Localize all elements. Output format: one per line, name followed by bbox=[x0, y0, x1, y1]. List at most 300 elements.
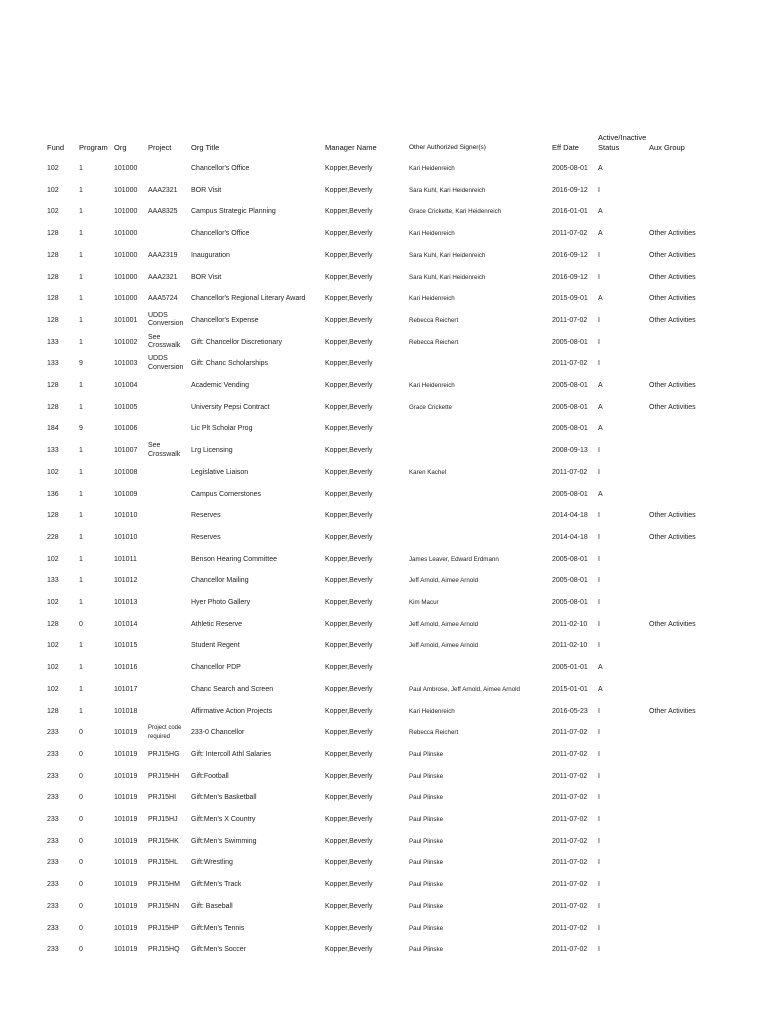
table-row bbox=[0, 469, 770, 491]
cell-status: I bbox=[598, 316, 600, 324]
cell-fund: 228 bbox=[47, 533, 59, 541]
cell-aux-group: Other Activities bbox=[649, 251, 696, 259]
table-row bbox=[0, 925, 770, 947]
cell-org-title: Lrg Licensing bbox=[191, 447, 233, 455]
cell-eff-date: 2011-07-02 bbox=[552, 816, 588, 823]
cell-eff-date: 2005-08-01 bbox=[552, 403, 588, 411]
cell-fund: 133 bbox=[47, 577, 59, 585]
cell-fund: 102 bbox=[47, 555, 59, 563]
cell-eff-date: 2011-07-02 bbox=[552, 750, 588, 758]
cell-project: AAA5724 bbox=[148, 295, 178, 303]
cell-manager: Kopper,Beverly bbox=[325, 425, 373, 433]
cell-signers: Sara Kuhl, Kari Heidenreich bbox=[409, 251, 486, 259]
cell-program: 0 bbox=[79, 729, 83, 737]
cell-org-title: Gift: Intercoll Athl Salaries bbox=[191, 750, 272, 758]
cell-org: 101019 bbox=[114, 946, 138, 954]
cell-signers: Paul Plinske bbox=[409, 902, 444, 910]
cell-org: 101012 bbox=[114, 577, 138, 585]
cell-fund: 133 bbox=[47, 447, 59, 455]
cell-fund: 133 bbox=[47, 360, 59, 368]
cell-status: I bbox=[598, 251, 600, 259]
table-row bbox=[0, 903, 770, 925]
cell-project: AAA2319 bbox=[148, 251, 178, 259]
cell-manager: Kopper,Beverly bbox=[325, 403, 373, 411]
cell-eff-date: 2011-07-02 bbox=[552, 924, 588, 932]
cell-eff-date: 2011-07-02 bbox=[552, 946, 588, 954]
cell-signers: Grace Crickette, Kari Heidenreich bbox=[409, 208, 502, 216]
cell-status: A bbox=[598, 685, 603, 693]
cell-org: 101019 bbox=[114, 794, 138, 802]
table-row bbox=[0, 274, 770, 296]
cell-fund: 136 bbox=[47, 490, 59, 498]
cell-status: I bbox=[598, 729, 600, 737]
cell-manager: Kopper,Beverly bbox=[325, 837, 373, 845]
cell-status: I bbox=[598, 642, 600, 650]
cell-fund: 233 bbox=[47, 772, 59, 780]
cell-signers: Kari Heidenreich bbox=[409, 165, 455, 172]
cell-signers: Paul Plinske bbox=[409, 946, 444, 954]
cell-org: 101009 bbox=[114, 490, 138, 498]
cell-eff-date: 2015-01-01 bbox=[552, 685, 588, 693]
cell-manager: Kopper,Beverly bbox=[325, 295, 373, 303]
cell-manager: Kopper,Beverly bbox=[325, 924, 373, 932]
cell-status: I bbox=[598, 338, 600, 346]
cell-org-title: Chancellor's Office bbox=[191, 230, 250, 238]
cell-project: PRJ15HM bbox=[148, 881, 180, 889]
cell-program: 1 bbox=[79, 468, 83, 476]
cell-signers: Rebecca Reichert bbox=[409, 729, 459, 737]
table-row bbox=[0, 208, 770, 230]
cell-org: 101000 bbox=[114, 295, 138, 303]
cell-project: PRJ15HL bbox=[148, 859, 178, 867]
cell-program: 0 bbox=[79, 837, 83, 845]
cell-fund: 128 bbox=[47, 620, 59, 628]
cell-program: 1 bbox=[79, 664, 83, 672]
cell-fund: 102 bbox=[47, 599, 59, 606]
cell-program: 1 bbox=[79, 230, 83, 238]
cell-org-title: Gift:Men's X Country bbox=[191, 816, 256, 823]
cell-project: PRJ15HG bbox=[148, 750, 180, 758]
cell-status: A bbox=[598, 490, 603, 498]
cell-manager: Kopper,Beverly bbox=[325, 230, 373, 238]
cell-signers: Paul Plinske bbox=[409, 816, 444, 823]
cell-fund: 233 bbox=[47, 881, 59, 889]
table-row bbox=[0, 621, 770, 643]
cell-eff-date: 2011-07-02 bbox=[552, 468, 588, 476]
cell-org: 101000 bbox=[114, 273, 138, 281]
cell-org: 101019 bbox=[114, 924, 138, 932]
cell-org-title: Gift:Men's Swimming bbox=[191, 837, 257, 845]
table-row bbox=[0, 642, 770, 664]
cell-eff-date: 2015-09-01 bbox=[552, 295, 588, 303]
cell-program: 1 bbox=[79, 316, 83, 324]
cell-project: AAA8325 bbox=[148, 208, 178, 216]
header-status-line2: Status bbox=[598, 143, 620, 152]
cell-org: 101019 bbox=[114, 729, 138, 737]
cell-project: UDDS Conversion bbox=[148, 355, 184, 371]
cell-manager: Kopper,Beverly bbox=[325, 447, 373, 455]
cell-eff-date: 2011-07-02 bbox=[552, 859, 588, 867]
cell-org-title: Chancellor's Regional Literary Award bbox=[191, 295, 306, 303]
cell-org-title: Gift:Men's Tennis bbox=[191, 924, 245, 932]
cell-org: 101019 bbox=[114, 837, 138, 845]
cell-program: 0 bbox=[79, 924, 83, 932]
cell-eff-date: 2014-04-18 bbox=[552, 512, 588, 520]
cell-eff-date: 2011-07-02 bbox=[552, 881, 588, 889]
cell-manager: Kopper,Beverly bbox=[325, 533, 373, 541]
cell-status: I bbox=[598, 859, 600, 867]
cell-fund: 233 bbox=[47, 924, 59, 932]
cell-fund: 128 bbox=[47, 230, 59, 238]
cell-eff-date: 2016-01-01 bbox=[552, 208, 588, 216]
cell-status: I bbox=[598, 360, 600, 368]
cell-eff-date: 2011-07-02 bbox=[552, 729, 588, 737]
cell-status: A bbox=[598, 403, 603, 411]
cell-org-title: Gift: Chancellor Discretionary bbox=[191, 338, 283, 346]
cell-status: I bbox=[598, 273, 600, 281]
cell-manager: Kopper,Beverly bbox=[325, 186, 373, 194]
cell-signers: Karen Kachel bbox=[409, 468, 447, 476]
cell-program: 0 bbox=[79, 772, 83, 780]
cell-status: A bbox=[598, 425, 603, 433]
cell-aux-group: Other Activities bbox=[649, 707, 696, 715]
cell-org: 101000 bbox=[114, 186, 138, 194]
cell-eff-date: 2016-09-12 bbox=[552, 273, 588, 281]
cell-org-title: Chancellor's Office bbox=[191, 165, 250, 172]
table-row bbox=[0, 664, 770, 686]
cell-status: I bbox=[598, 837, 600, 845]
cell-aux-group: Other Activities bbox=[649, 316, 696, 324]
cell-signers: Jeff Arnold, Aimee Arnold bbox=[409, 642, 479, 650]
cell-org: 101019 bbox=[114, 881, 138, 889]
table-row bbox=[0, 355, 770, 382]
cell-org-title: Student Regent bbox=[191, 642, 240, 650]
cell-program: 1 bbox=[79, 251, 83, 259]
cell-program: 9 bbox=[79, 425, 83, 433]
cell-manager: Kopper,Beverly bbox=[325, 273, 373, 281]
table-row bbox=[0, 311, 770, 339]
cell-eff-date: 2016-09-12 bbox=[552, 186, 588, 194]
cell-status: I bbox=[598, 750, 600, 758]
cell-eff-date: 2005-08-01 bbox=[552, 338, 588, 346]
cell-program: 1 bbox=[79, 642, 83, 650]
cell-manager: Kopper,Beverly bbox=[325, 859, 373, 867]
cell-manager: Kopper,Beverly bbox=[325, 946, 373, 954]
cell-program: 0 bbox=[79, 946, 83, 954]
cell-manager: Kopper,Beverly bbox=[325, 316, 373, 324]
cell-program: 9 bbox=[79, 360, 83, 368]
cell-signers: Kari Heidenreich bbox=[409, 707, 455, 715]
cell-fund: 102 bbox=[47, 165, 59, 172]
cell-project: Project code required bbox=[148, 725, 182, 740]
cell-fund: 233 bbox=[47, 837, 59, 845]
cell-status: I bbox=[598, 186, 600, 194]
cell-org: 101013 bbox=[114, 599, 138, 606]
cell-fund: 128 bbox=[47, 382, 59, 389]
cell-manager: Kopper,Beverly bbox=[325, 251, 373, 259]
cell-org-title: Gift: Baseball bbox=[191, 902, 233, 910]
cell-fund: 128 bbox=[47, 295, 59, 303]
cell-status: I bbox=[598, 447, 600, 455]
cell-manager: Kopper,Beverly bbox=[325, 707, 373, 715]
header-fund: Fund bbox=[47, 143, 65, 152]
cell-manager: Kopper,Beverly bbox=[325, 165, 373, 172]
cell-signers: Paul Plinske bbox=[409, 924, 444, 932]
cell-org-title: Legislative Liaison bbox=[191, 468, 249, 476]
cell-org-title: BOR Visit bbox=[191, 186, 222, 194]
cell-fund: 102 bbox=[47, 664, 59, 672]
cell-fund: 128 bbox=[47, 251, 59, 259]
cell-manager: Kopper,Beverly bbox=[325, 620, 373, 628]
cell-status: I bbox=[598, 512, 600, 520]
table-row bbox=[0, 838, 770, 860]
cell-fund: 233 bbox=[47, 946, 59, 954]
cell-status: I bbox=[598, 620, 600, 628]
table-row bbox=[0, 881, 770, 903]
cell-org: 101019 bbox=[114, 816, 138, 823]
cell-fund: 128 bbox=[47, 707, 59, 715]
cell-fund: 102 bbox=[47, 685, 59, 693]
cell-org-title: Chancellor Mailing bbox=[191, 577, 249, 585]
cell-status: I bbox=[598, 468, 600, 476]
cell-fund: 102 bbox=[47, 186, 59, 194]
cell-manager: Kopper,Beverly bbox=[325, 468, 373, 476]
cell-manager: Kopper,Beverly bbox=[325, 642, 373, 650]
cell-org: 101019 bbox=[114, 902, 138, 910]
cell-org: 101006 bbox=[114, 425, 138, 433]
table-row bbox=[0, 382, 770, 404]
cell-program: 1 bbox=[79, 555, 83, 563]
cell-manager: Kopper,Beverly bbox=[325, 881, 373, 889]
table-row bbox=[0, 442, 770, 469]
cell-org: 101018 bbox=[114, 707, 138, 715]
cell-fund: 233 bbox=[47, 816, 59, 823]
table-row bbox=[0, 512, 770, 534]
table-row bbox=[0, 404, 770, 426]
table-row bbox=[0, 708, 770, 730]
cell-eff-date: 2011-02-10 bbox=[552, 620, 588, 628]
cell-program: 1 bbox=[79, 273, 83, 281]
cell-org-title: Athletic Reserve bbox=[191, 620, 242, 628]
table-row bbox=[0, 556, 770, 578]
cell-org-title: Hyer Photo Gallery bbox=[191, 599, 251, 606]
table-row bbox=[0, 534, 770, 556]
header-org-title: Org Title bbox=[191, 143, 220, 152]
cell-fund: 233 bbox=[47, 902, 59, 910]
cell-manager: Kopper,Beverly bbox=[325, 512, 373, 520]
cell-fund: 128 bbox=[47, 512, 59, 520]
cell-org: 101019 bbox=[114, 750, 138, 758]
cell-fund: 102 bbox=[47, 642, 59, 650]
cell-project: AAA2321 bbox=[148, 186, 178, 194]
cell-manager: Kopper,Beverly bbox=[325, 490, 373, 498]
table-row bbox=[0, 816, 770, 838]
cell-signers: Kari Heidenreich bbox=[409, 382, 455, 389]
cell-eff-date: 2011-02-10 bbox=[552, 642, 588, 650]
cell-manager: Kopper,Beverly bbox=[325, 360, 373, 368]
cell-eff-date: 2005-08-01 bbox=[552, 425, 588, 433]
cell-org-title: Chancellor PDP bbox=[191, 664, 241, 672]
cell-org-title: Campus Strategic Planning bbox=[191, 208, 276, 216]
cell-org-title: Gift:Wrestling bbox=[191, 859, 233, 867]
table-row bbox=[0, 491, 770, 513]
cell-project: PRJ15HQ bbox=[148, 946, 180, 954]
cell-signers: Sara Kuhl, Kari Heidenreich bbox=[409, 273, 486, 281]
cell-project: PRJ15HJ bbox=[148, 816, 178, 823]
cell-manager: Kopper,Beverly bbox=[325, 338, 373, 346]
cell-signers: Kari Heidenreich bbox=[409, 295, 455, 303]
cell-eff-date: 2011-07-02 bbox=[552, 772, 588, 780]
cell-org-title: Chancellor's Expense bbox=[191, 316, 259, 324]
cell-org: 101016 bbox=[114, 664, 138, 672]
cell-program: 0 bbox=[79, 620, 83, 628]
cell-fund: 102 bbox=[47, 208, 59, 216]
cell-org-title: Gift: Chanc Scholarships bbox=[191, 360, 269, 368]
header-other-signers: Other Authorized Signer(s) bbox=[409, 144, 486, 151]
cell-org-title: Gift:Men's Track bbox=[191, 881, 242, 889]
cell-status: I bbox=[598, 599, 600, 606]
cell-org: 101000 bbox=[114, 230, 138, 238]
cell-org: 101010 bbox=[114, 512, 138, 520]
cell-aux-group: Other Activities bbox=[649, 533, 696, 541]
cell-org: 101004 bbox=[114, 382, 138, 389]
cell-eff-date: 2016-05-23 bbox=[552, 707, 588, 715]
cell-manager: Kopper,Beverly bbox=[325, 816, 373, 823]
cell-eff-date: 2005-08-01 bbox=[552, 490, 588, 498]
cell-signers: Jeff Arnold, Aimee Arnold bbox=[409, 620, 479, 628]
table-row bbox=[0, 230, 770, 252]
cell-manager: Kopper,Beverly bbox=[325, 208, 373, 216]
table-row bbox=[0, 165, 770, 187]
cell-aux-group: Other Activities bbox=[649, 273, 696, 281]
cell-status: A bbox=[598, 165, 603, 172]
cell-org-title: Gift:Men's Basketball bbox=[191, 794, 257, 802]
cell-status: I bbox=[598, 772, 600, 780]
cell-status: I bbox=[598, 707, 600, 715]
cell-org: 101019 bbox=[114, 772, 138, 780]
cell-program: 0 bbox=[79, 902, 83, 910]
cell-aux-group: Other Activities bbox=[649, 230, 696, 238]
cell-program: 0 bbox=[79, 794, 83, 802]
cell-fund: 128 bbox=[47, 316, 59, 324]
cell-org: 101005 bbox=[114, 403, 138, 411]
cell-status: A bbox=[598, 230, 603, 238]
cell-eff-date: 2005-08-01 bbox=[552, 382, 588, 389]
cell-manager: Kopper,Beverly bbox=[325, 382, 373, 389]
cell-eff-date: 2005-08-01 bbox=[552, 577, 588, 585]
cell-program: 1 bbox=[79, 186, 83, 194]
cell-eff-date: 2011-07-02 bbox=[552, 316, 588, 324]
cell-status: A bbox=[598, 664, 603, 672]
cell-org-title: Lic Plt Scholar Prog bbox=[191, 425, 253, 433]
cell-org-title: University Pepsi Contract bbox=[191, 403, 270, 411]
cell-status: A bbox=[598, 382, 603, 389]
cell-status: I bbox=[598, 533, 600, 541]
cell-aux-group: Other Activities bbox=[649, 512, 696, 520]
cell-signers: Kim Macur bbox=[409, 599, 439, 606]
cell-status: I bbox=[598, 946, 600, 954]
cell-status: I bbox=[598, 816, 600, 823]
header-org: Org bbox=[114, 143, 127, 152]
cell-program: 1 bbox=[79, 685, 83, 693]
cell-fund: 128 bbox=[47, 403, 59, 411]
cell-org-title: Reserves bbox=[191, 533, 221, 541]
cell-signers: Jeff Arnold, Aimee Arnold bbox=[409, 577, 479, 585]
cell-signers: Rebecca Reichert bbox=[409, 338, 459, 346]
cell-manager: Kopper,Beverly bbox=[325, 750, 373, 758]
cell-manager: Kopper,Beverly bbox=[325, 772, 373, 780]
cell-eff-date: 2005-08-01 bbox=[552, 165, 588, 172]
cell-org: 101001 bbox=[114, 316, 138, 324]
cell-org: 101002 bbox=[114, 338, 138, 346]
cell-aux-group: Other Activities bbox=[649, 295, 696, 303]
cell-eff-date: 2008-09-13 bbox=[552, 447, 588, 455]
header-manager-name: Manager Name bbox=[325, 143, 377, 152]
table-row bbox=[0, 751, 770, 773]
table-row bbox=[0, 252, 770, 274]
cell-manager: Kopper,Beverly bbox=[325, 685, 373, 693]
cell-status: I bbox=[598, 555, 600, 563]
cell-signers: Sara Kuhl, Kari Heidenreich bbox=[409, 186, 486, 194]
cell-status: I bbox=[598, 577, 600, 585]
cell-program: 1 bbox=[79, 707, 83, 715]
cell-aux-group: Other Activities bbox=[649, 403, 696, 411]
cell-project: UDDS Conversion bbox=[148, 311, 184, 328]
cell-project: See Crosswalk bbox=[148, 442, 181, 458]
cell-status: I bbox=[598, 881, 600, 889]
table-row bbox=[0, 425, 770, 447]
cell-signers: Paul Plinske bbox=[409, 837, 444, 845]
cell-manager: Kopper,Beverly bbox=[325, 555, 373, 563]
cell-signers: Rebecca Reichert bbox=[409, 316, 459, 324]
cell-project: See Crosswalk bbox=[148, 333, 181, 350]
cell-program: 0 bbox=[79, 859, 83, 867]
cell-program: 1 bbox=[79, 382, 83, 389]
cell-eff-date: 2005-08-01 bbox=[552, 555, 588, 563]
table-row bbox=[0, 686, 770, 708]
cell-org: 101014 bbox=[114, 620, 138, 628]
cell-org-title: 233-0 Chancellor bbox=[191, 729, 245, 737]
cell-program: 1 bbox=[79, 403, 83, 411]
cell-aux-group: Other Activities bbox=[649, 620, 696, 628]
cell-org: 101015 bbox=[114, 642, 138, 650]
cell-manager: Kopper,Beverly bbox=[325, 599, 373, 606]
cell-fund: 133 bbox=[47, 338, 59, 346]
cell-signers: Paul Ambrose, Jeff Arnold, Aimee Arnold bbox=[409, 685, 520, 693]
cell-program: 1 bbox=[79, 599, 83, 606]
cell-manager: Kopper,Beverly bbox=[325, 664, 373, 672]
cell-program: 1 bbox=[79, 338, 83, 346]
cell-eff-date: 2011-07-02 bbox=[552, 837, 588, 845]
cell-program: 1 bbox=[79, 165, 83, 172]
cell-org: 101007 bbox=[114, 447, 138, 455]
cell-org-title: Benson Hearing Committee bbox=[191, 555, 277, 563]
cell-org: 101003 bbox=[114, 360, 138, 368]
cell-org: 101008 bbox=[114, 468, 138, 476]
cell-signers: Paul Plinske bbox=[409, 772, 444, 780]
cell-fund: 233 bbox=[47, 859, 59, 867]
cell-project: PRJ15HN bbox=[148, 902, 180, 910]
cell-program: 0 bbox=[79, 816, 83, 823]
header-program: Program bbox=[79, 143, 108, 152]
cell-manager: Kopper,Beverly bbox=[325, 794, 373, 802]
cell-eff-date: 2005-01-01 bbox=[552, 664, 588, 672]
cell-program: 1 bbox=[79, 490, 83, 498]
cell-project: PRJ15HK bbox=[148, 837, 179, 845]
cell-org: 101000 bbox=[114, 165, 138, 172]
cell-program: 1 bbox=[79, 447, 83, 455]
cell-program: 1 bbox=[79, 577, 83, 585]
